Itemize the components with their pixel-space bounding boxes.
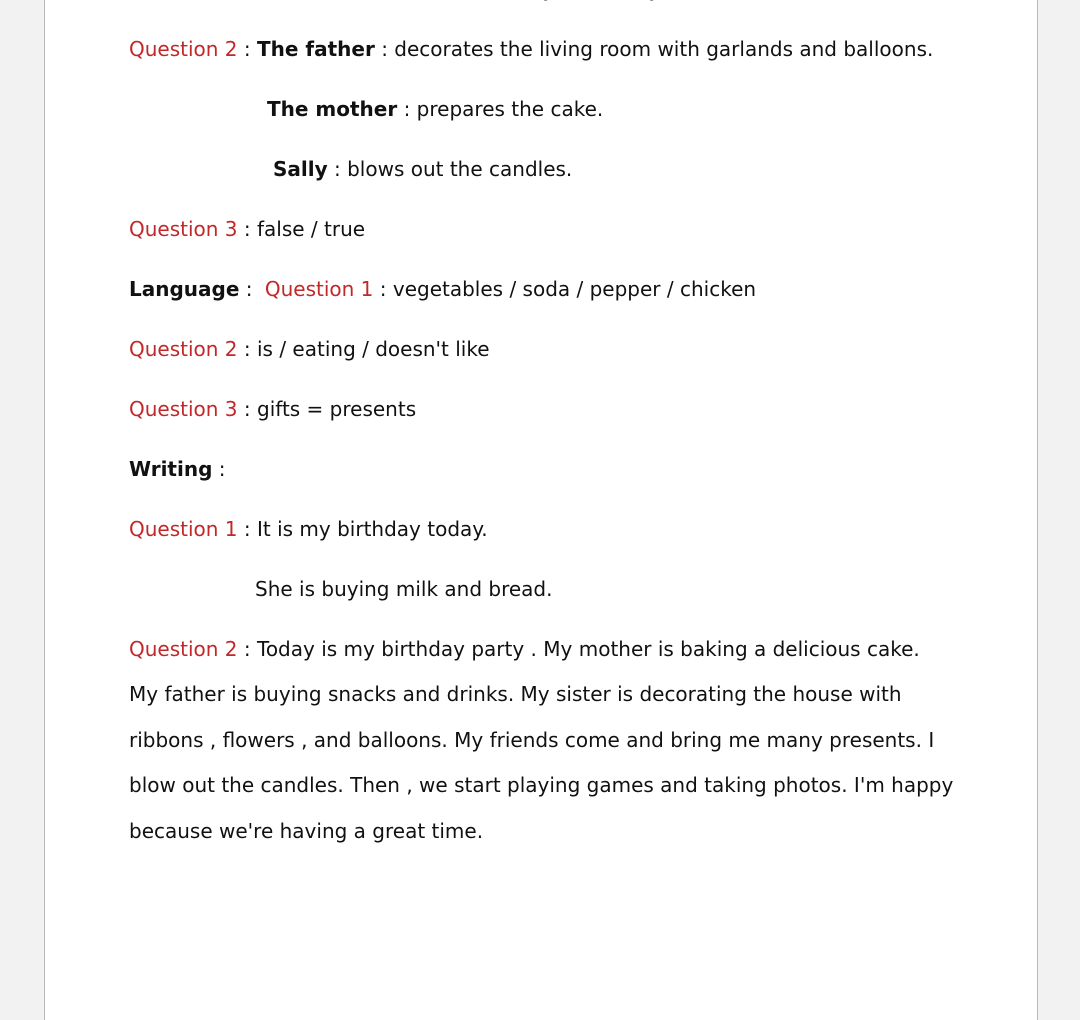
paragraph-line: because we're having a great time. <box>129 819 484 843</box>
writing-question-1-line-2: She is buying milk and bread. <box>255 577 553 601</box>
answer-text: It is my birthday today. <box>257 517 488 541</box>
paragraph-line: ribbons , flowers , and balloons. My friends come and bring me many presents. I <box>129 728 935 752</box>
question-label: Question 2 <box>129 637 238 661</box>
section-heading-writing: Writing : <box>129 457 226 481</box>
reading-question-3: Question 3 : false / true <box>129 217 366 241</box>
answer-text: blows out the candles. <box>347 157 573 181</box>
reading-question-2: Question 2 : The father : decorates the living room with garlands and balloons. <box>129 37 934 61</box>
answer-text: gifts = presents <box>257 397 417 421</box>
language-question-2: Question 2 : is / eating / doesn't like <box>129 337 490 361</box>
character-name: Sally <box>273 157 328 181</box>
language-question-1: Language : Question 1 : vegetables / soda / pepper / chicken <box>129 277 757 301</box>
answer-text: vegetables / soda / pepper / chicken <box>392 277 757 301</box>
character-name: The mother <box>267 97 398 121</box>
reading-question-2-row-sally: Sally : blows out the candles. <box>273 157 573 181</box>
character-name: The father <box>257 37 375 61</box>
reading-question-1 <box>173 0 664 2</box>
question-label: Question 2 <box>129 337 238 361</box>
paragraph-line: My father is buying snacks and drinks. My sister is decorating the house with <box>129 682 902 706</box>
paragraph-line: Today is my birthday party . My mother is baking a delicious cake. <box>257 637 920 661</box>
writing-question-2: Question 2 : Today is my birthday party . My mother is baking a delicious cake. <box>129 637 920 661</box>
answer-text: false / true <box>257 217 366 241</box>
question-label: Question 2 <box>129 37 238 61</box>
question-label <box>173 0 282 1</box>
paragraph-line: blow out the candles. Then , we start playing games and taking photos. I'm happy <box>129 773 954 797</box>
answer-text: is / eating / doesn't like <box>257 337 490 361</box>
question-label: Question 3 <box>129 217 238 241</box>
writing-question-1: Question 1 : It is my birthday today. <box>129 517 488 541</box>
question-label: Question 3 <box>129 397 238 421</box>
document-page <box>44 0 1038 1020</box>
answer-text: decorates the living room with garlands and balloons. <box>394 37 934 61</box>
reading-question-2-row-mother: The mother : prepares the cake. <box>267 97 604 121</box>
language-question-3: Question 3 : gifts = presents <box>129 397 417 421</box>
checkmark-icon <box>484 0 501 1</box>
question-label: Question 1 <box>264 277 374 301</box>
question-label: Question 1 <box>129 517 238 541</box>
answer-text: prepares the cake. <box>416 97 604 121</box>
section-heading-language: Language <box>129 277 240 301</box>
